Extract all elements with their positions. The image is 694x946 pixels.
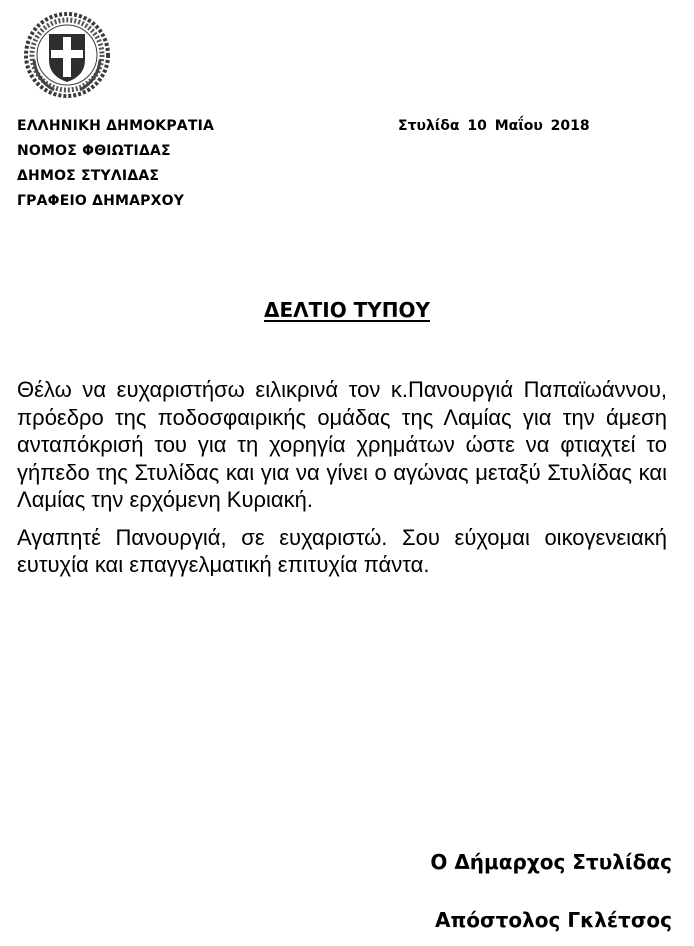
greek-coat-of-arms-icon [22, 10, 112, 100]
body-paragraph: Αγαπητέ Πανουργιά, σε ευχαριστώ. Σου εύχομαι οικογενειακή ευτυχία και επαγγελματική επιτυχία πάντα. [17, 524, 667, 577]
header-line-municipality: ΔΗΜΟΣ ΣΤΥΛΙΔΑΣ [17, 168, 160, 184]
document-title: ΔΕΛΤΙΟ ΤΥΠΟΥ [263, 298, 430, 322]
body-paragraph: Θέλω να ευχαριστήσω ειλικρινά τον κ.Πανουργιά Παπαϊωάννου, πρόεδρο της ποδοσφαιρικής ομάδας της Λαμίας για την άμεση ανταπόκρισή του για τη χορηγία χρημάτων ώστε να φτιαχτεί το γήπεδο της Στυλίδας και για να γίνει ο αγώνας μεταξύ Στυλίδας και Λαμίας την ερχόμενη Κυριακή. [17, 377, 667, 512]
header-line-country: ΕΛΛΗΝΙΚΗ ΔΗΜΟΚΡΑΤΙΑ [17, 118, 215, 134]
issuing-authority-header [17, 114, 214, 214]
document-body [17, 376, 667, 589]
signature-role: Ο Δήμαρχος Στυλίδας [430, 850, 672, 874]
header-line-prefecture: ΝΟΜΟΣ ΦΘΙΩΤΙΔΑΣ [17, 143, 171, 159]
header-line-office: ΓΡΑΦΕΙΟ ΔΗΜΑΡΧΟΥ [17, 193, 185, 209]
document-date: Στυλίδα 10 Μαΐου 2018 [398, 118, 590, 134]
signature-name: Απόστολος Γκλέτσος [434, 908, 672, 932]
